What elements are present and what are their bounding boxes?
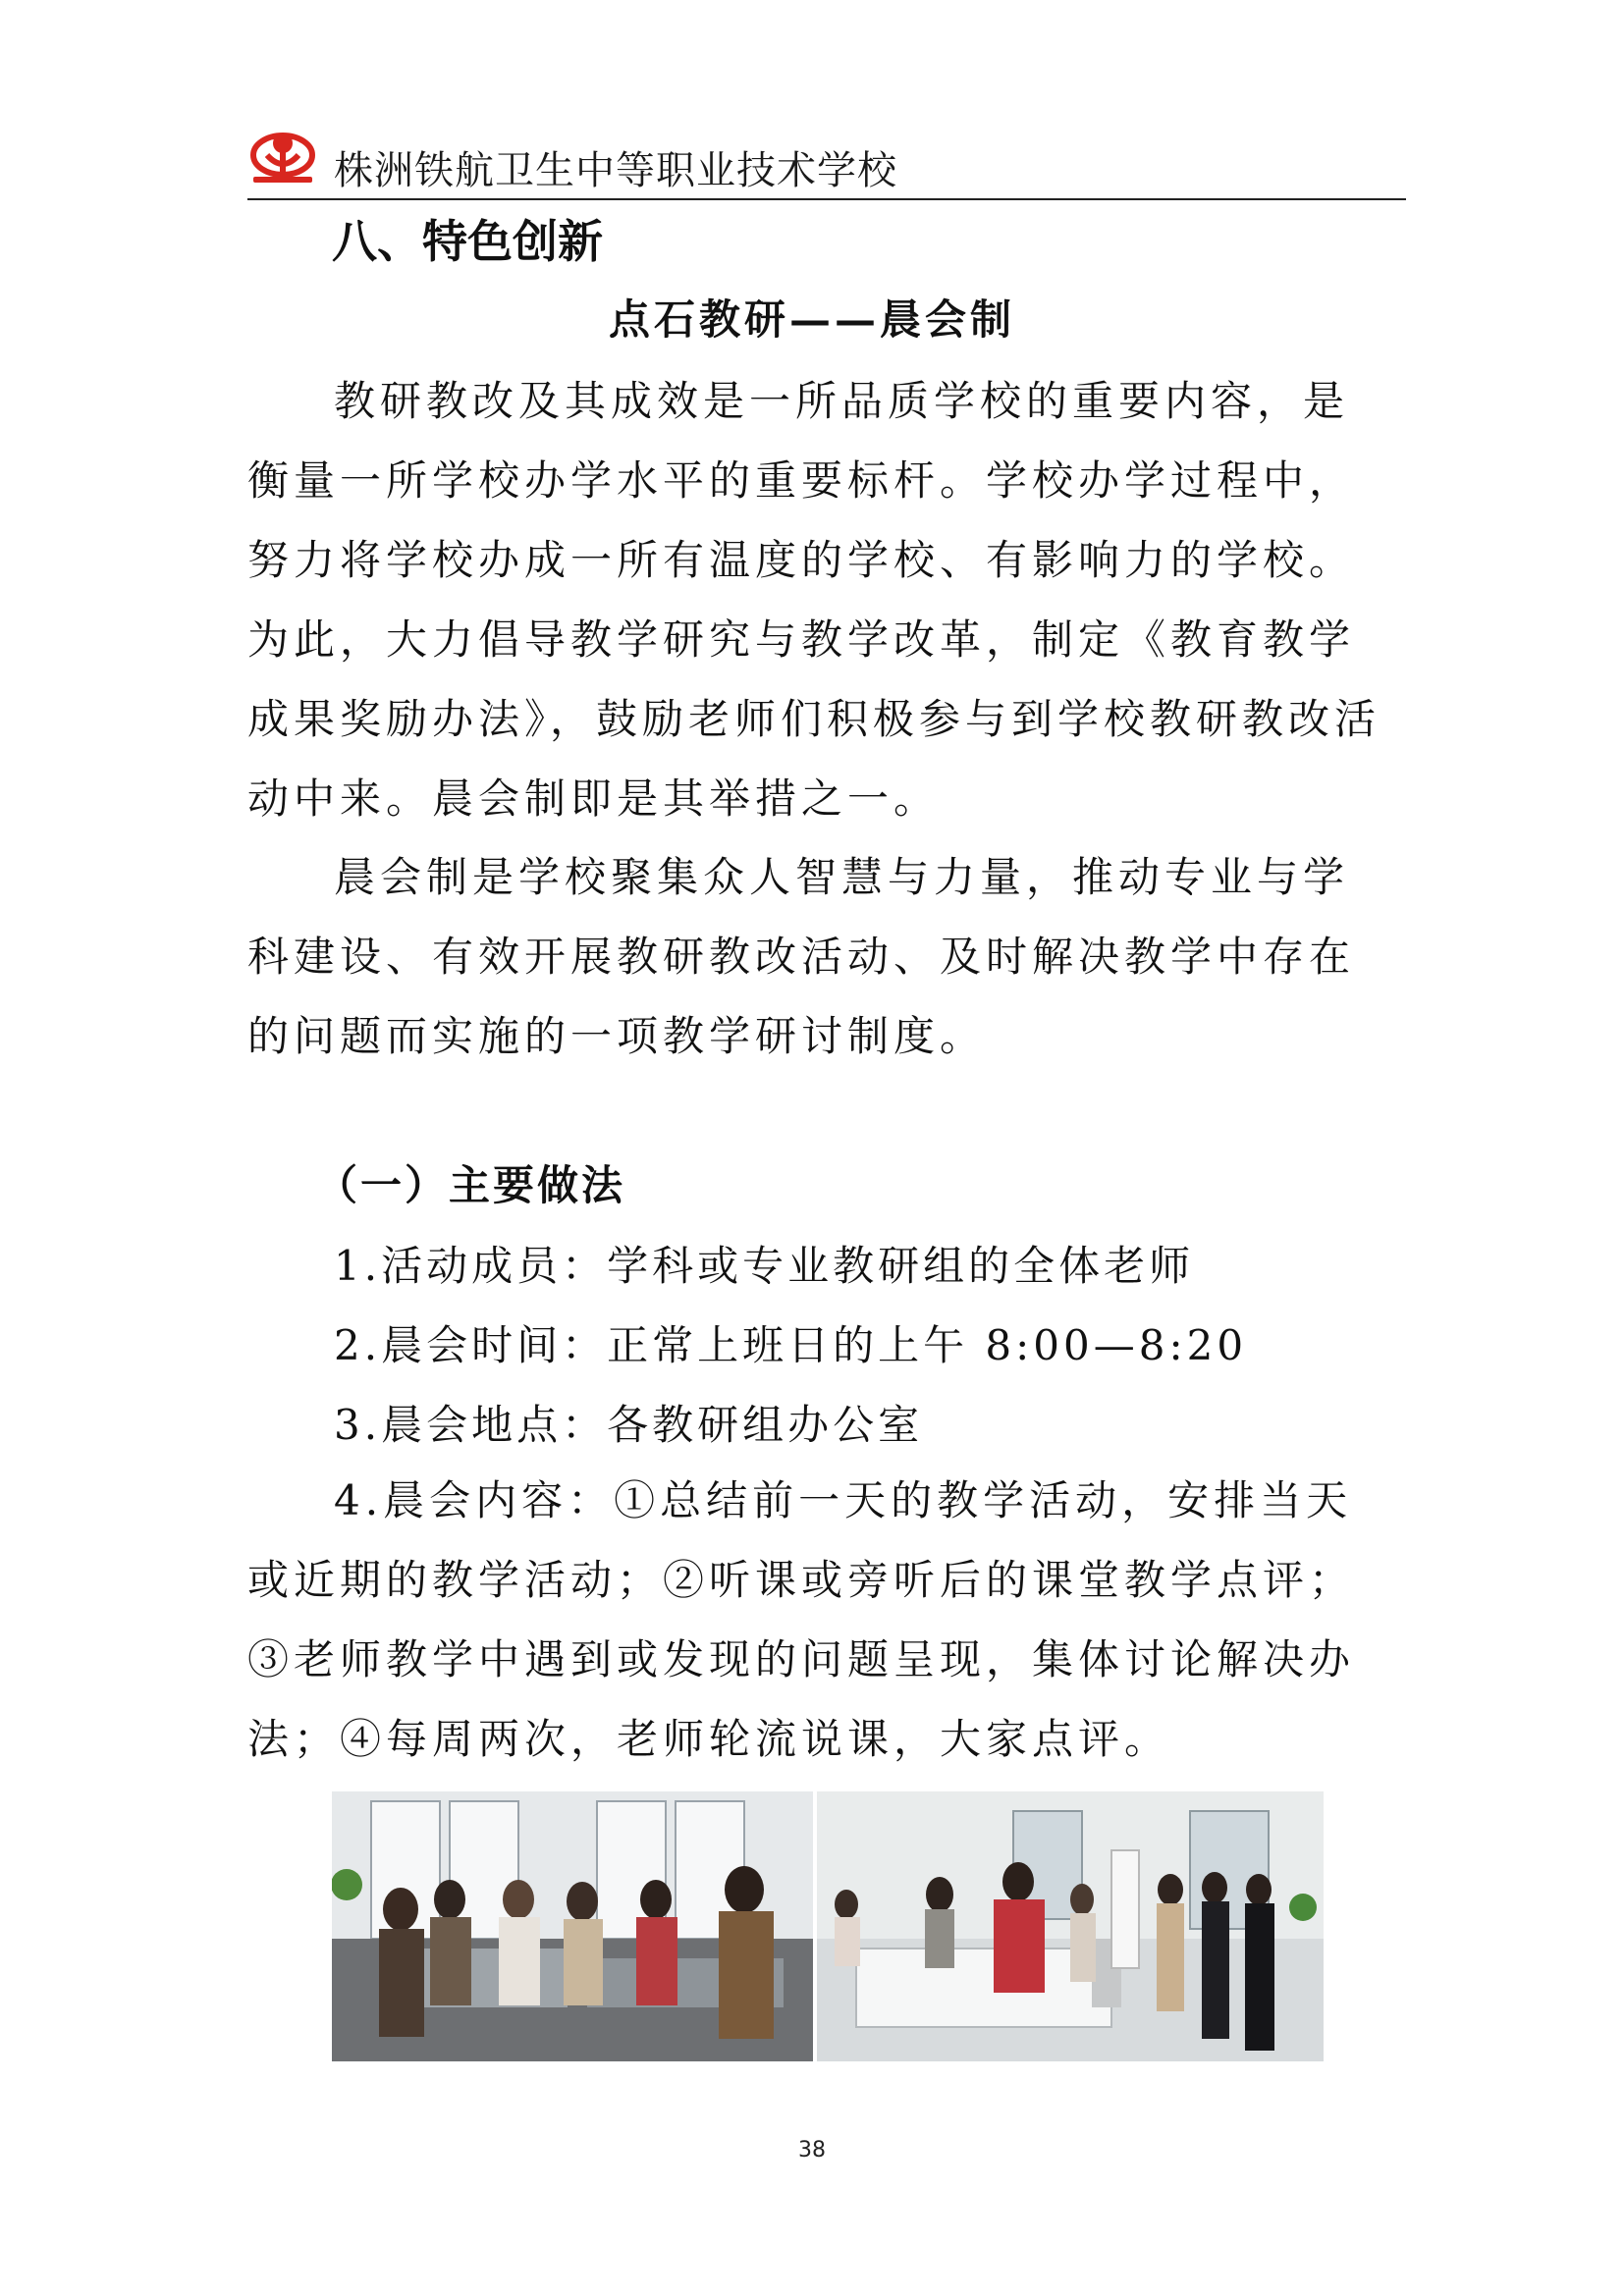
article-title: 点石教研——晨会制 (608, 295, 1015, 344)
list-item: 4.晨会内容：①总结前一天的教学活动，安排当天或近期的教学活动；②听课或旁听后的课堂教学点评；③老师教学中遇到或发现的问题呈现，集体讨论解决办法；④每周两次，老师轮流说课，大家点评。 (247, 1476, 1356, 1763)
body-paragraph: 晨会制是学校聚集众人智慧与力量，推动专业与学科建设、有效开展教研教改活动、及时解决教学中存在的问题而实施的一项教学研讨制度。 (247, 853, 1356, 1060)
meeting-photo (332, 1791, 813, 2061)
school-logo-icon (247, 126, 318, 188)
body-paragraph: 教研教改及其成效是一所品质学校的重要内容，是衡量一所学校办学水平的重要标杆。学校办学过程中，努力将学校办成一所有温度的学校、有影响力的学校。为此，大力倡导教学研究与教学改革，制定《教育教学成果奖励办法》，鼓励老师们积极参与到学校教研教改活动中来。晨会制即是其举措之一。 (247, 377, 1381, 823)
list-item: 2.晨会时间：正常上班日的上午 8:00—8:20 (334, 1321, 1248, 1369)
subsection-heading: （一）主要做法 (316, 1161, 626, 1209)
list-item: 1.活动成员：学科或专业教研组的全体老师 (334, 1242, 1195, 1290)
header-divider (247, 198, 1406, 200)
list-item: 3.晨会地点：各教研组办公室 (334, 1401, 924, 1449)
meeting-photo (817, 1791, 1324, 2061)
school-name: 株洲铁航卫生中等职业技术学校 (334, 148, 897, 193)
photo-strip (332, 1791, 1324, 2066)
section-heading: 八、特色创新 (332, 215, 603, 268)
page-number: 38 (798, 2138, 826, 2163)
page-header (247, 126, 1406, 200)
